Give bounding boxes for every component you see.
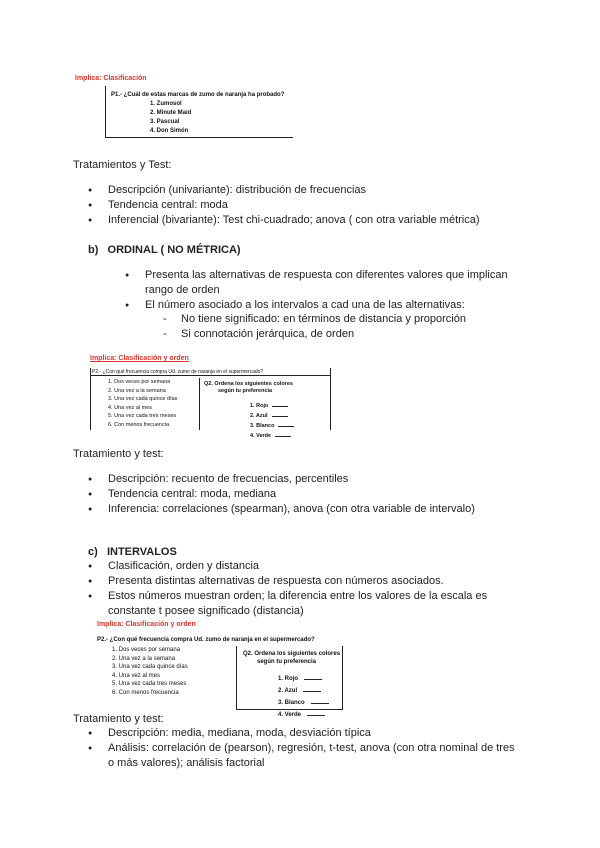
- answer-blank: [304, 672, 322, 680]
- treatment-title: Tratamiento y test:: [73, 448, 164, 460]
- figure-1-label: Implica: Clasificación: [75, 75, 147, 82]
- answer-blank: [275, 430, 291, 437]
- list-item: ● Análisis: correlación de (pearson), regresión, t-test, anova (con otra nominal de tres: [108, 741, 515, 756]
- list-item: ● Descripción: recuento de frecuencias, percentiles: [108, 472, 475, 487]
- list-item: ● Presenta las alternativas de respuesta con diferentes valores que implican: [145, 268, 508, 283]
- answer-blank: [307, 708, 325, 716]
- list-item: ● El número asociado a los intervalos a cad una de las alternativas:: [145, 298, 508, 313]
- list-item: ● Clasificación, orden y distancia: [108, 559, 487, 574]
- figure-3-color: 3. Blanco: [278, 700, 305, 706]
- ordinal-list: [145, 268, 508, 313]
- list-item: ● Presenta distintas alternativas de respuesta con números asociados.: [108, 574, 487, 589]
- figure-2-option: 3. Una vez cada quince días: [108, 396, 178, 402]
- figure-3-color: 1. Rojo: [278, 676, 299, 682]
- figure-2-label: Implica: Clasificación y orden: [90, 355, 189, 362]
- figure-3-right-border: [342, 646, 343, 710]
- figure-2-divider: [199, 378, 200, 430]
- figure-1-bottom-border: [105, 137, 293, 138]
- figure-3-option: 5. Una vez cada tres meses: [112, 681, 187, 687]
- figure-1-question: P1.- ¿Cuál de estas marcas de zumo de naranja ha probado?: [111, 92, 285, 98]
- figure-1-option: 2. Minute Maid: [150, 110, 192, 116]
- figure-1-left-border: [105, 86, 106, 138]
- figure-3-q2-line: Q2. Ordena los siguientes colores: [243, 651, 341, 657]
- figure-2-top-border: [90, 375, 330, 376]
- figure-1-option: 4. Don Simón: [150, 128, 189, 134]
- figure-2-q2: [204, 381, 293, 395]
- list-item: ● Estos números muestran orden; la diferencia entre los valores de la escala es: [108, 589, 487, 604]
- figure-3-options: [112, 646, 188, 697]
- figure-3-option: 2. Una vez a la semana: [112, 655, 176, 662]
- figure-3-colors: [278, 672, 329, 720]
- list-item: ● Inferencia: correlaciones (spearman), anova (con otra variable de intervalo): [108, 502, 475, 517]
- figure-2-q2-line: según tu preferencia: [218, 388, 273, 394]
- figure-3-option: 1. Dos veces por semana: [112, 647, 181, 653]
- list-item-continuation: rango de orden: [145, 284, 220, 296]
- figure-2-q2-line: Q2. Ordena los siguientes colores: [204, 381, 293, 387]
- list-item: ● Tendencia central: moda: [108, 198, 480, 213]
- intervals-list: [108, 559, 487, 619]
- answer-blank: [272, 410, 288, 417]
- ordinal-sublist: [181, 312, 466, 342]
- section-heading-intervals: c) INTERVALOS: [88, 546, 177, 558]
- figure-2-color: 2. Azul: [250, 413, 268, 419]
- answer-blank: [272, 400, 288, 407]
- figure-3-option: 4. Una vez al mes: [112, 672, 161, 679]
- figure-2-option: 4. Una vez al mes: [108, 404, 153, 411]
- figure-2-options: [108, 378, 177, 429]
- treatment-list: [108, 183, 480, 228]
- answer-blank: [278, 420, 294, 427]
- figure-1-option: 1. Zumosol: [150, 101, 182, 107]
- figure-2-question: P2.- ¿Con qué frecuencia compra Ud. zumo de naranja en el supermercado?: [92, 369, 264, 375]
- figure-2-option: 2. Una vez a la semana: [108, 387, 166, 394]
- figure-2-option: 1. Dos veces por semana: [108, 379, 171, 385]
- figure-3-label: Implica: Clasificación y orden: [97, 621, 196, 628]
- sublist-item: - Si connotación jerárquica, de orden: [181, 327, 466, 342]
- treatment-title: Tratamientos y Test:: [73, 159, 172, 171]
- treatment-title: Tratamiento y test:: [73, 713, 164, 725]
- figure-1-option: 3. Pascual: [150, 119, 180, 125]
- list-item-continuation: constante t posee significado (distancia): [108, 605, 304, 617]
- list-item: ● Descripción: media, mediana, moda, desviación típica: [108, 726, 515, 741]
- figure-2-option: 5. Una vez cada tres meses: [108, 413, 177, 419]
- figure-3-option: 3. Una vez cada quince días: [112, 664, 188, 670]
- answer-blank: [311, 696, 329, 704]
- list-item: ● Descripción (univariante): distribución de frecuencias: [108, 183, 480, 198]
- treatment-list: [108, 726, 515, 771]
- figure-2-color: 4. Verde: [250, 433, 272, 439]
- figure-3-divider: [236, 646, 237, 710]
- treatment-list: [108, 472, 475, 517]
- figure-3-q2-line: según tu preferencia: [257, 659, 317, 665]
- figure-2-colors: [250, 400, 294, 440]
- list-item: ● Inferencial (bivariante): Test chi-cuadrado; anova ( con otra variable métrica): [108, 213, 480, 228]
- figure-3-color: 4. Verde: [278, 712, 302, 718]
- figure-2-color: 3. Blanco: [250, 423, 275, 429]
- figure-3-color: 2. Azul: [278, 688, 298, 694]
- figure-2-color: 1. Rojo: [250, 403, 269, 409]
- figure-2-right-border: [330, 368, 331, 430]
- figure-3-question: P2.- ¿Con qué frecuencia compra Ud. zumo de naranja en el supermercado?: [97, 637, 315, 643]
- section-heading-ordinal: b) ORDINAL ( NO MÉTRICA): [88, 244, 241, 256]
- figure-3-q2: [243, 650, 340, 666]
- figure-2-left-border: [90, 368, 91, 430]
- list-item-continuation: o más valores); análisis factorial: [108, 757, 265, 769]
- answer-blank: [303, 684, 321, 692]
- figure-3-option: 6. Con menos frecuencia: [112, 689, 179, 696]
- list-item: ● Tendencia central: moda, mediana: [108, 487, 475, 502]
- sublist-item: - No tiene significado: en términos de distancia y proporción: [181, 312, 466, 327]
- figure-2-option: 6. Con menos frecuencia: [108, 421, 170, 428]
